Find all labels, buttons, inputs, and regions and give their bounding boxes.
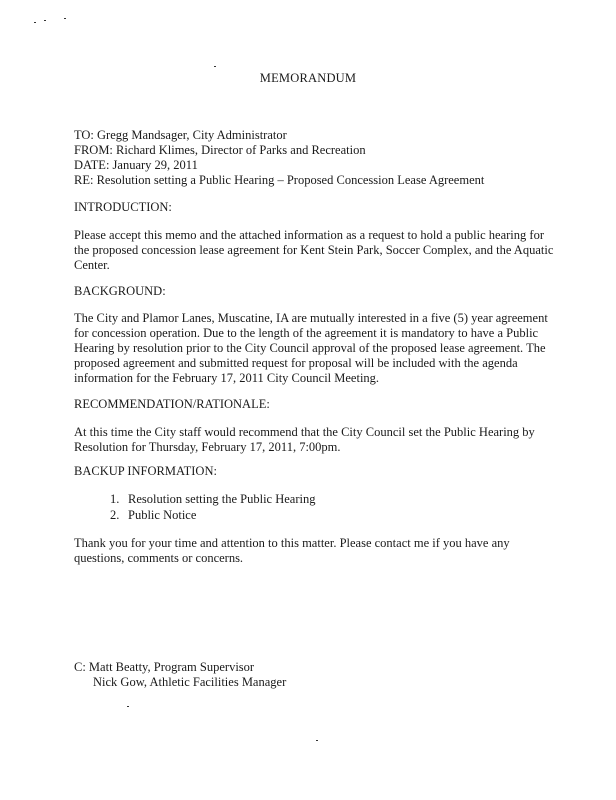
cc-list: [74, 660, 286, 690]
to-line: TO: Gregg Mandsager, City Administrator: [74, 128, 287, 142]
paragraph-line: for concession operation. Due to the length of the agreement it is mandatory to have a Public: [74, 326, 539, 340]
paragraph-line: the proposed concession lease agreement for Kent Stein Park, Soccer Complex, and the Aquatic: [74, 243, 554, 257]
backup-heading: BACKUP INFORMATION:: [74, 464, 217, 478]
recommendation-heading: RECOMMENDATION/RATIONALE:: [74, 397, 270, 411]
scan-speck: [34, 22, 36, 23]
closing-paragraph: [74, 536, 554, 566]
backup-list: [110, 492, 315, 523]
introduction-paragraph: [74, 228, 554, 273]
list-item: 1. Resolution setting the Public Hearing: [110, 492, 316, 506]
paragraph-line: information for the February 17, 2011 City Council Meeting.: [74, 371, 380, 385]
background-heading: BACKGROUND:: [74, 284, 166, 298]
introduction-heading: INTRODUCTION:: [74, 200, 172, 214]
scan-speck: [316, 740, 318, 741]
list-item: 2. Public Notice: [110, 507, 197, 522]
date-line: DATE: January 29, 2011: [74, 158, 198, 172]
memo-header: [74, 128, 554, 188]
paragraph-line: Resolution for Thursday, February 17, 2011, 7:00pm.: [74, 440, 341, 454]
paragraph-line: proposed agreement and submitted request for proposal will be included with the agenda: [74, 356, 518, 370]
paragraph-line: The City and Plamor Lanes, Muscatine, IA are mutually interested in a five (5) year agreement: [74, 311, 548, 325]
paragraph-line: questions, comments or concerns.: [74, 551, 244, 565]
cc-line: C: Matt Beatty, Program Supervisor: [74, 660, 255, 674]
recommendation-paragraph: [74, 425, 554, 455]
background-paragraph: [74, 311, 554, 386]
scan-speck: [127, 706, 129, 707]
scan-speck: [214, 66, 216, 67]
cc-line: Nick Gow, Athletic Facilities Manager: [93, 675, 287, 689]
paragraph-line: Please accept this memo and the attached information as a request to hold a public hearing for: [74, 228, 544, 242]
paragraph-line: Center.: [74, 258, 110, 272]
scan-speck: [64, 18, 66, 19]
page-title: MEMORANDUM: [259, 71, 357, 85]
paragraph-line: Hearing by resolution prior to the City Council approval of the proposed lease agreement. The: [74, 341, 546, 355]
from-line: FROM: Richard Klimes, Director of Parks and Recreation: [74, 143, 366, 157]
scan-speck: [44, 20, 46, 21]
paragraph-line: Thank you for your time and attention to this matter. Please contact me if you have any: [74, 536, 510, 550]
paragraph-line: At this time the City staff would recommend that the City Council set the Public Hearing by: [74, 425, 535, 439]
re-line: RE: Resolution setting a Public Hearing – Proposed Concession Lease Agreement: [74, 173, 485, 187]
